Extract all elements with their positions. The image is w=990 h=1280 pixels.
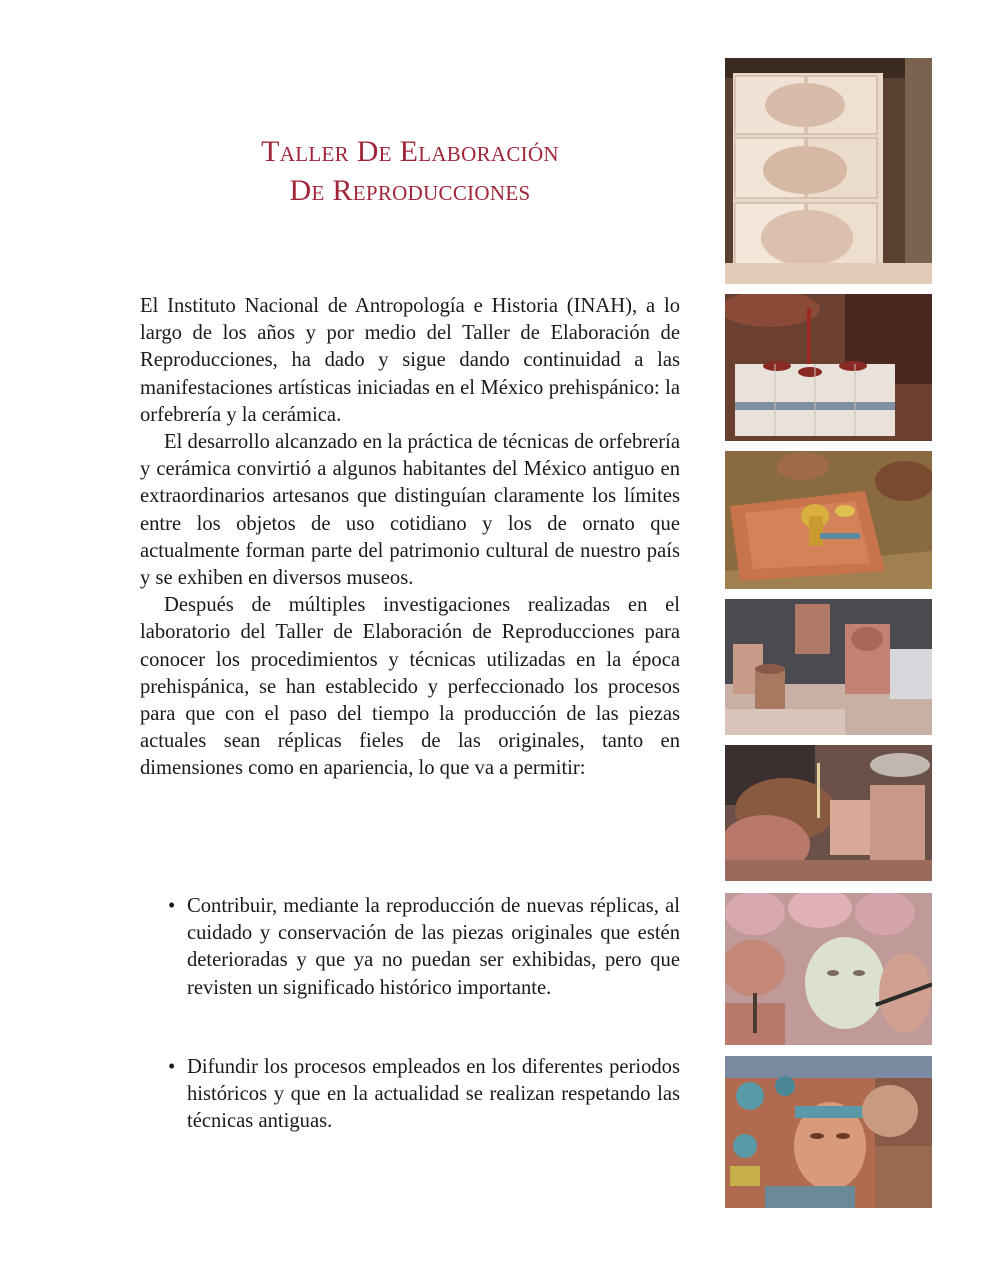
bullet-list-1 <box>168 893 680 1002</box>
page-title <box>140 132 680 210</box>
body-text <box>140 293 680 783</box>
bullet-dot: • <box>168 1056 176 1078</box>
bullet-item-difundir <box>168 1054 680 1136</box>
photo-clay-gold-figure <box>725 451 932 589</box>
photo-pouring-molds <box>725 294 932 441</box>
title-line-2: De Reproducciones <box>289 174 531 207</box>
paragraph-research: Después de múltiples investigaciones realizadas en el laboratorio del Taller de Elaboración de Reproducciones para conocer los procedimientos y técnicas utilizadas en la época prehispánica, se han establecido y perfeccionado los procesos para que con el paso del tiempo la producción de las piezas actuales sean réplicas fieles de las originales, tanto en dimensiones como en apariencia, lo que va a permitir: <box>140 594 680 780</box>
bullet-list-2 <box>168 1054 680 1136</box>
bullet-text: Contribuir, mediante la reproducción de nuevas réplicas, al cuidado y conservación de las piezas originales que estén deterioradas y que ya no puedan ser exhibidas, pero que revisten un significado histórico importante. <box>187 895 680 999</box>
bullet-item-contribuir <box>168 893 680 1002</box>
title-line-1: Taller De Elaboración <box>261 135 559 168</box>
photo-carving-clay <box>725 745 932 881</box>
paragraph-development: El desarrollo alcanzado en la práctica de técnicas de orfebrería y cerámica convirtió a algunos habitantes del México antiguo en extraordinarios artesanos que distinguían claramente los límites entre los objetos de uso cotidiano y los de ornato que actualmente forman parte del patrimonio cultural de nuestro país y se exhiben en diversos museos. <box>140 431 680 590</box>
bullet-dot: • <box>168 895 176 917</box>
paragraph-intro: El Instituto Nacional de Antropología e Historia (INAH), a lo largo de los años y por medio del Taller de Elaboración de Reproducciones, ha dado y sigue dando continuidad a las manifestaciones artísticas iniciadas en el México prehispánico: la orfebrería y la cerámica. <box>140 295 680 426</box>
photo-clay-sculptures <box>725 599 932 735</box>
photo-plaster-molds <box>725 58 932 284</box>
bullet-text: Difundir los procesos empleados en los diferentes periodos históricos y que en la actualidad se realizan respetando las técnicas antiguas. <box>187 1056 680 1133</box>
photo-painting-masks <box>725 893 932 1045</box>
photo-maya-relief <box>725 1056 932 1208</box>
